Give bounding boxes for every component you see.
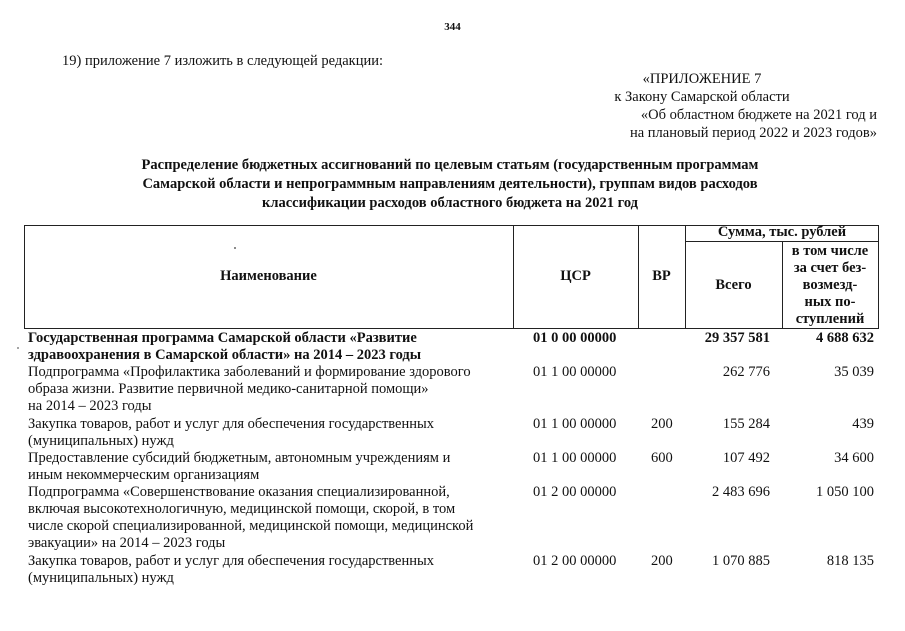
row-name-line: Подпрограмма «Совершенствование оказания специализированной,	[28, 484, 450, 500]
scan-speck	[17, 347, 19, 349]
row-csr: 01 2 00 00000	[533, 553, 617, 569]
appendix-line-2: «Об областном бюджете на 2021 год и	[640, 107, 877, 123]
row-name-line: (муниципальных) нужд	[28, 433, 174, 449]
table-row-name	[28, 450, 450, 484]
table-row-name	[28, 364, 471, 415]
appendix-line-3: на плановый период 2022 и 2023 годов»	[629, 125, 877, 141]
row-csr: 01 1 00 00000	[533, 450, 617, 466]
header-name: Наименование	[220, 268, 317, 284]
row-name-line: образа жизни. Развитие первичной медико-санитарной помощи»	[28, 381, 429, 397]
header-incl-line: в том числе	[791, 243, 869, 259]
row-name-line: здравоохранения в Самарской области» на 2014 – 2023 годы	[28, 347, 422, 363]
scan-speck	[234, 247, 236, 249]
page-number: 344	[444, 21, 461, 33]
row-name-line: (муниципальных) нужд	[28, 570, 174, 586]
row-total: 2 483 696	[712, 484, 770, 500]
header-sum-group: Сумма, тыс. рублей	[717, 224, 847, 240]
row-total: 107 492	[722, 450, 770, 466]
row-total: 29 357 581	[704, 330, 770, 346]
row-csr: 01 1 00 00000	[533, 416, 617, 432]
row-nonrepayable: 439	[852, 416, 874, 432]
row-total: 262 776	[722, 364, 770, 380]
header-incl-line: ных по-	[804, 294, 856, 310]
row-nonrepayable: 35 039	[834, 364, 874, 380]
document-title-line-2: Самарской области и непрограммным направлениям деятельности), группам видов расходов	[142, 176, 758, 192]
document-title-line-3: классификации расходов областного бюджета на 2021 год	[262, 195, 638, 211]
row-total: 155 284	[722, 416, 770, 432]
intro-text: 19) приложение 7 изложить в следующей редакции:	[62, 53, 384, 69]
row-name-line: Закупка товаров, работ и услуг для обеспечения государственных	[28, 416, 435, 432]
row-name-line: включая высокотехнологичную, медицинской помощи, скорой, в том	[28, 501, 456, 517]
row-csr: 01 2 00 00000	[533, 484, 617, 500]
header-incl-line: возмезд-	[802, 277, 858, 293]
table-row-name	[28, 416, 434, 450]
header-incl-nonrepayable	[782, 243, 878, 328]
document-title	[100, 156, 800, 213]
row-name-line: Закупка товаров, работ и услуг для обеспечения государственных	[28, 553, 435, 569]
row-name-line: Государственная программа Самарской области «Развитие	[28, 330, 417, 346]
row-nonrepayable: 818 135	[826, 553, 874, 569]
row-total: 1 070 885	[712, 553, 770, 569]
row-name-line: на 2014 – 2023 годы	[28, 398, 152, 414]
row-vr: 200	[651, 553, 673, 569]
row-csr: 01 1 00 00000	[533, 364, 617, 380]
row-nonrepayable: 4 688 632	[816, 330, 874, 346]
row-vr: 600	[651, 450, 673, 466]
row-nonrepayable: 1 050 100	[816, 484, 874, 500]
header-vr: ВР	[652, 268, 671, 284]
row-csr: 01 0 00 00000	[533, 330, 617, 346]
row-name-line: числе скорой специализированной, медицинской помощи, медицинской	[28, 518, 474, 534]
row-name-line: Подпрограмма «Профилактика заболеваний и формирование здорового	[28, 364, 471, 380]
header-csr: ЦСР	[560, 268, 591, 284]
header-incl-line: ступлений	[795, 311, 865, 327]
row-name-line: эвакуации» на 2014 – 2023 годы	[28, 535, 226, 551]
table-row-name	[28, 330, 421, 364]
table-row-name	[28, 484, 473, 552]
header-total: Всего	[715, 277, 752, 293]
row-name-line: Предоставление субсидий бюджетным, автономным учреждениям и	[28, 450, 451, 466]
appendix-title: «ПРИЛОЖЕНИЕ 7	[642, 71, 762, 87]
row-vr: 200	[651, 416, 673, 432]
sum-group-divider	[685, 241, 879, 242]
header-incl-line: за счет без-	[793, 260, 867, 276]
document-title-line-1: Распределение бюджетных ассигнований по целевым статьям (государственным программам	[141, 157, 759, 173]
appendix-header	[537, 70, 877, 142]
row-nonrepayable: 34 600	[834, 450, 874, 466]
table-header-bottom-border	[24, 328, 879, 329]
row-name-line: иным некоммерческим организациям	[28, 467, 260, 483]
table-row-name	[28, 553, 434, 587]
appendix-line-1: к Закону Самарской области	[614, 89, 790, 105]
